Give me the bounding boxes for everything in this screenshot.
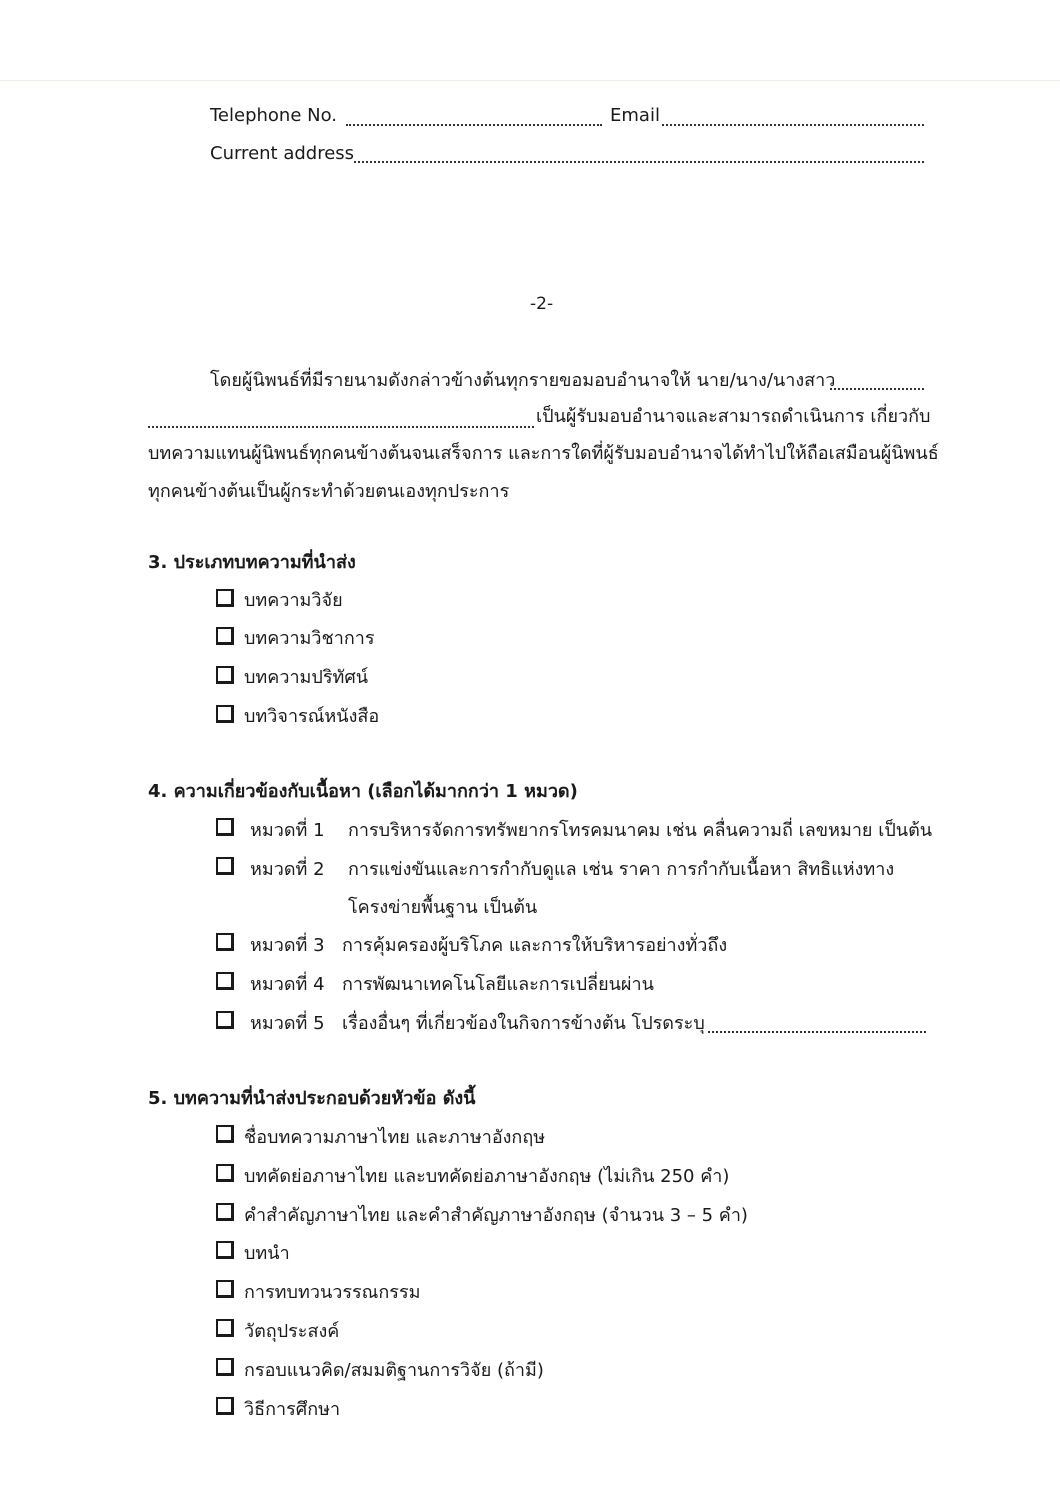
category-3-text: การคุ้มครองผู้บริโภค และการให้บริหารอย่างทั่วถึง bbox=[342, 935, 728, 956]
component-keywords-checkbox[interactable] bbox=[216, 1203, 234, 1221]
authorization-line-2: เป็นผู้รับมอบอำนาจและสามารถดำเนินการ เกี่ยวกับ bbox=[536, 406, 931, 427]
article-type-book-review-label: บทวิจารณ์หนังสือ bbox=[244, 706, 380, 727]
component-title-label: ชื่อบทความภาษาไทย และภาษาอังกฤษ bbox=[244, 1127, 546, 1148]
component-literature-review-checkbox[interactable] bbox=[216, 1280, 234, 1298]
telephone-field[interactable] bbox=[346, 124, 602, 126]
category-1-number: หมวดที่ 1 bbox=[250, 820, 325, 841]
category-5-text: เรื่องอื่นๆ ที่เกี่ยวข้องในกิจการข้างต้น โปรดระบุ bbox=[342, 1013, 705, 1034]
article-type-research-checkbox[interactable] bbox=[216, 589, 234, 607]
article-type-academic-checkbox[interactable] bbox=[216, 627, 234, 645]
article-type-book-review-checkbox[interactable] bbox=[216, 705, 234, 723]
category-2-text-cont: โครงข่ายพื้นฐาน เป็นต้น bbox=[348, 897, 538, 918]
category-5-specify-field[interactable] bbox=[708, 1031, 926, 1033]
component-keywords-label: คำสำคัญภาษาไทย และคำสำคัญภาษาอังกฤษ (จำนวน 3 – 5 คำ) bbox=[244, 1205, 748, 1226]
authorization-line-1: โดยผู้นิพนธ์ที่มีรายนามดังกล่าวข้างต้นทุกรายขอมอบอำนาจให้ นาย/นาง/นางสาว bbox=[210, 370, 836, 391]
category-4-number: หมวดที่ 4 bbox=[250, 974, 325, 995]
article-type-review-checkbox[interactable] bbox=[216, 666, 234, 684]
component-abstract-label: บทคัดย่อภาษาไทย และบทคัดย่อภาษาอังกฤษ (ไม่เกิน 250 คำ) bbox=[244, 1166, 730, 1187]
address-label: Current address bbox=[210, 143, 355, 164]
category-3-number: หมวดที่ 3 bbox=[250, 935, 325, 956]
category-1-text: การบริหารจัดการทรัพยากรโทรคมนาคม เช่น คลื่นความถี่ เลขหมาย เป็นต้น bbox=[348, 820, 933, 841]
article-type-research-label: บทความวิจัย bbox=[244, 590, 343, 611]
component-introduction-label: บทนำ bbox=[244, 1243, 290, 1264]
component-title-checkbox[interactable] bbox=[216, 1125, 234, 1143]
scan-edge-line bbox=[0, 80, 1060, 81]
article-type-review-label: บทความปริทัศน์ bbox=[244, 667, 369, 688]
component-introduction-checkbox[interactable] bbox=[216, 1241, 234, 1259]
category-5-number: หมวดที่ 5 bbox=[250, 1013, 325, 1034]
section-4-title: 4. ความเกี่ยวข้องกับเนื้อหา (เลือกได้มากกว่า 1 หมวด) bbox=[148, 781, 578, 802]
authorized-person-field-cont[interactable] bbox=[148, 426, 534, 428]
address-field[interactable] bbox=[354, 161, 924, 163]
category-1-checkbox[interactable] bbox=[216, 818, 234, 836]
component-literature-review-label: การทบทวนวรรณกรรม bbox=[244, 1282, 421, 1303]
category-2-checkbox[interactable] bbox=[216, 857, 234, 875]
email-field[interactable] bbox=[662, 124, 924, 126]
component-objectives-checkbox[interactable] bbox=[216, 1319, 234, 1337]
telephone-label: Telephone No. bbox=[210, 105, 338, 126]
category-2-number: หมวดที่ 2 bbox=[250, 859, 325, 880]
page-number: -2- bbox=[530, 294, 554, 314]
component-framework-label: กรอบแนวคิด/สมมติฐานการวิจัย (ถ้ามี) bbox=[244, 1360, 544, 1381]
article-type-academic-label: บทความวิชาการ bbox=[244, 628, 375, 649]
email-label: Email bbox=[610, 105, 660, 126]
category-3-checkbox[interactable] bbox=[216, 933, 234, 951]
category-2-text: การแข่งขันและการกำกับดูแล เช่น ราคา การกำกับเนื้อหา สิทธิแห่งทาง bbox=[348, 859, 895, 880]
component-objectives-label: วัตถุประสงค์ bbox=[244, 1321, 340, 1342]
category-4-text: การพัฒนาเทคโนโลยีและการเปลี่ยนผ่าน bbox=[342, 974, 654, 995]
component-methodology-checkbox[interactable] bbox=[216, 1397, 234, 1415]
section-3-title: 3. ประเภทบทความที่นำส่ง bbox=[148, 552, 356, 573]
authorization-line-4: ทุกคนข้างต้นเป็นผู้กระทำด้วยตนเองทุกประการ bbox=[148, 481, 510, 502]
component-framework-checkbox[interactable] bbox=[216, 1358, 234, 1376]
component-abstract-checkbox[interactable] bbox=[216, 1164, 234, 1182]
authorized-person-field[interactable] bbox=[830, 388, 924, 390]
section-5-title: 5. บทความที่นำส่งประกอบด้วยหัวข้อ ดังนี้ bbox=[148, 1088, 476, 1109]
authorization-line-3: บทความแทนผู้นิพนธ์ทุกคนข้างต้นจนเสร็จการ และการใดที่ผู้รับมอบอำนาจได้ทำไปให้ถือเสมือนผู้นิพนธ์ bbox=[148, 443, 939, 464]
category-5-checkbox[interactable] bbox=[216, 1011, 234, 1029]
component-methodology-label: วิธีการศึกษา bbox=[244, 1399, 341, 1420]
category-4-checkbox[interactable] bbox=[216, 972, 234, 990]
